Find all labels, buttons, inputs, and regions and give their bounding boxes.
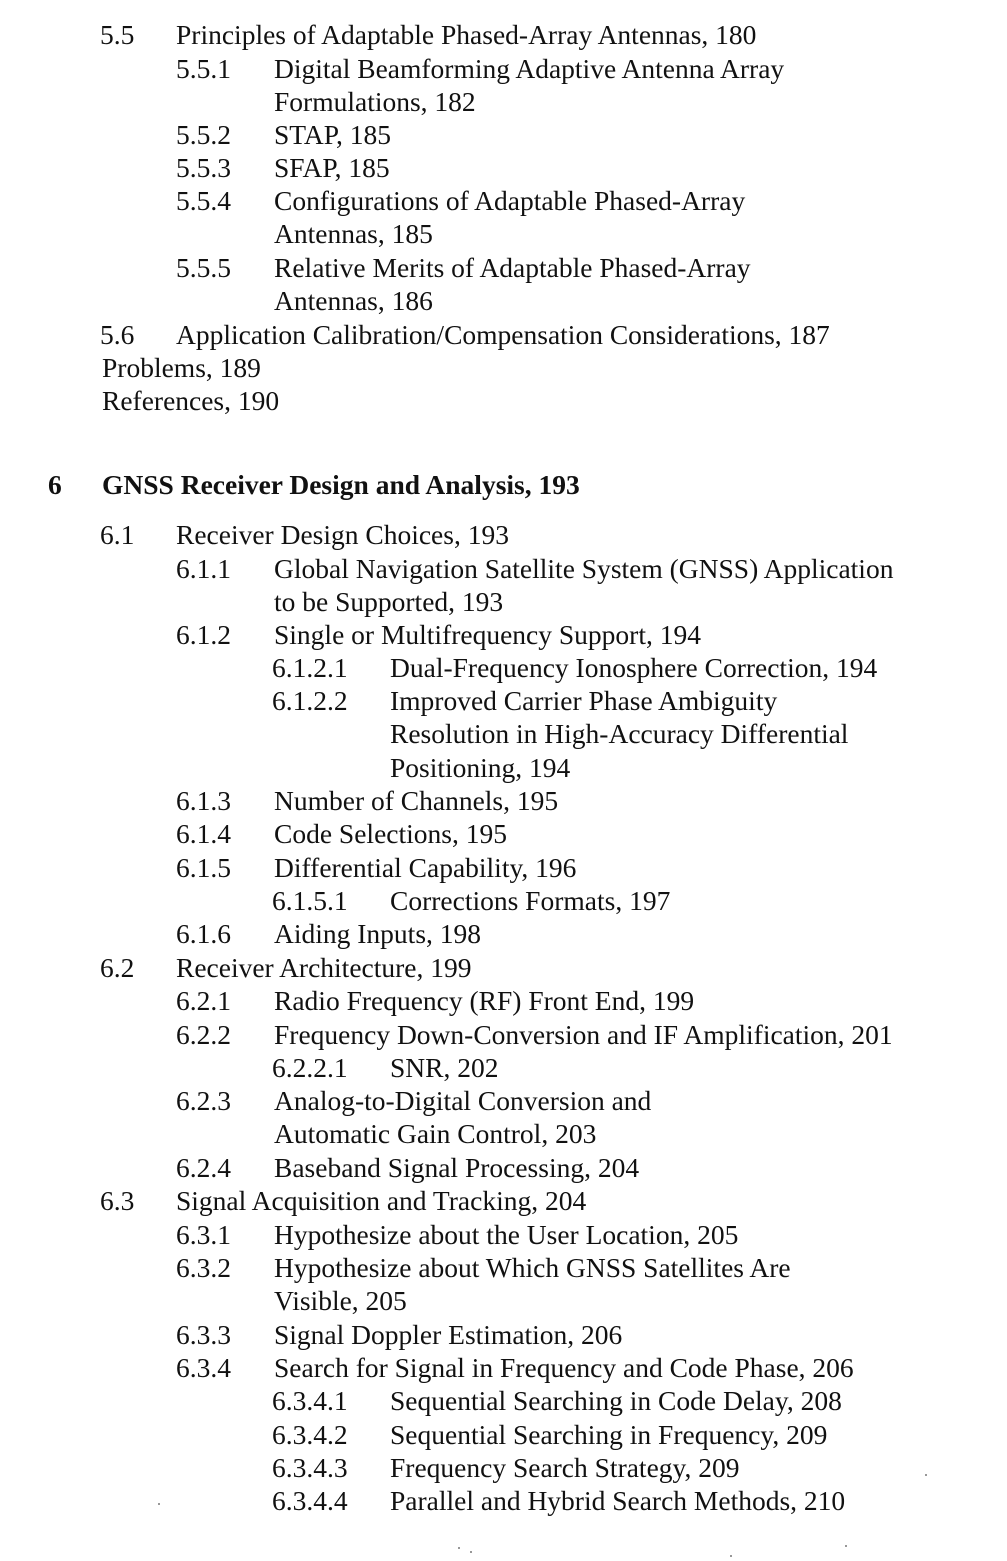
toc-entry — [0, 951, 1007, 984]
section-title: Antennas, 186 — [274, 285, 433, 317]
toc-entry — [0, 184, 1007, 251]
section-title: SNR, 202 — [390, 1052, 499, 1083]
toc-entry — [0, 1151, 1007, 1184]
chapter-heading — [0, 468, 1007, 501]
section-number: 5.5.3 — [176, 152, 231, 183]
toc-entry — [0, 52, 1007, 119]
section-title: Frequency Search Strategy, 209 — [390, 1452, 740, 1483]
section-number: 6.3 — [100, 1185, 135, 1216]
section-title: Improved Carrier Phase Ambiguity — [390, 685, 778, 716]
section-number: 6.3.4.3 — [272, 1452, 348, 1483]
toc-entry — [0, 1018, 1007, 1051]
section-number: 6.3.3 — [176, 1319, 231, 1350]
section-number: 6.2.2 — [176, 1019, 231, 1050]
section-number: 6.3.4.2 — [272, 1419, 348, 1450]
section-number: 6.3.4.4 — [272, 1485, 348, 1516]
section-number: 6.1.5 — [176, 852, 231, 883]
section-number: 6.2.2.1 — [272, 1052, 348, 1083]
toc-entry — [0, 851, 1007, 884]
section-title: Digital Beamforming Adaptive Antenna Array — [274, 53, 785, 84]
section-title: References, 190 — [102, 385, 280, 416]
section-title: Number of Channels, 195 — [274, 785, 559, 816]
section-number: 6 — [48, 469, 62, 500]
section-title: Code Selections, 195 — [274, 818, 507, 849]
scan-speck — [925, 1474, 927, 1476]
section-title: Sequential Searching in Code Delay, 208 — [390, 1385, 842, 1416]
section-number: 6.2.4 — [176, 1152, 231, 1183]
toc-entry — [0, 1184, 1007, 1217]
section-title: STAP, 185 — [274, 119, 391, 150]
toc-entry — [0, 1084, 1007, 1151]
section-title: Formulations, 182 — [274, 86, 476, 118]
section-number: 5.5.1 — [176, 53, 231, 84]
toc-entry — [0, 1451, 1007, 1484]
section-number: 6.3.4.1 — [272, 1385, 348, 1416]
toc-entry — [0, 817, 1007, 850]
section-number: 5.5.5 — [176, 252, 231, 283]
section-title: Radio Frequency (RF) Front End, 199 — [274, 985, 695, 1016]
toc-entry — [0, 552, 1007, 619]
toc-entry — [0, 984, 1007, 1017]
toc-entry — [0, 1351, 1007, 1384]
section-number: 6.1.4 — [176, 818, 231, 849]
section-title: Analog-to-Digital Conversion and — [274, 1085, 652, 1116]
section-number: 6.3.2 — [176, 1252, 231, 1283]
toc-entry — [0, 351, 1007, 384]
section-number: 5.6 — [100, 319, 135, 350]
section-number: 6.3.4 — [176, 1352, 231, 1383]
section-title: Sequential Searching in Frequency, 209 — [390, 1419, 828, 1450]
scan-speck — [470, 1551, 472, 1553]
section-number: 6.1.2.1 — [272, 652, 348, 683]
section-number: 6.1.5.1 — [272, 885, 348, 916]
section-number: 6.1 — [100, 519, 135, 550]
toc-entry — [0, 917, 1007, 950]
section-title: Problems, 189 — [102, 352, 261, 383]
toc-entry — [0, 884, 1007, 917]
section-title: Principles of Adaptable Phased-Array Antennas, 180 — [176, 19, 757, 50]
section-title: Receiver Design Choices, 193 — [176, 519, 509, 550]
toc-entry — [0, 518, 1007, 551]
section-title: Automatic Gain Control, 203 — [274, 1118, 597, 1150]
toc-entry — [0, 118, 1007, 151]
section-number: 6.2.1 — [176, 985, 231, 1016]
section-title: Signal Doppler Estimation, 206 — [274, 1319, 623, 1350]
toc-entry — [0, 784, 1007, 817]
section-number: 5.5 — [100, 19, 135, 50]
toc-entry — [0, 1384, 1007, 1417]
section-number: 6.1.1 — [176, 553, 231, 584]
scan-speck — [458, 1547, 460, 1549]
section-title: Single or Multifrequency Support, 194 — [274, 619, 701, 650]
toc-entry — [0, 18, 1007, 51]
toc-entry — [0, 318, 1007, 351]
toc-entry — [0, 1418, 1007, 1451]
section-title: Hypothesize about the User Location, 205 — [274, 1219, 739, 1250]
section-title: Positioning, 194 — [390, 751, 571, 783]
section-title: Receiver Architecture, 199 — [176, 952, 472, 983]
section-title: Dual-Frequency Ionosphere Correction, 194 — [390, 652, 878, 683]
section-title: Corrections Formats, 197 — [390, 885, 671, 916]
section-number: 6.1.6 — [176, 918, 231, 949]
toc-entry — [0, 618, 1007, 651]
section-number: 5.5.4 — [176, 185, 231, 216]
toc-entry — [0, 1484, 1007, 1517]
section-title: Differential Capability, 196 — [274, 852, 577, 883]
toc-entry — [0, 651, 1007, 684]
toc-entry — [0, 1251, 1007, 1318]
section-number: 6.1.3 — [176, 785, 231, 816]
toc-entry — [0, 384, 1007, 417]
section-title: Configurations of Adaptable Phased-Array — [274, 185, 746, 216]
section-number: 6.1.2 — [176, 619, 231, 650]
scan-speck — [730, 1555, 732, 1557]
section-title: Search for Signal in Frequency and Code Phase, 206 — [274, 1352, 854, 1383]
toc-entry — [0, 251, 1007, 318]
section-title: Aiding Inputs, 198 — [274, 918, 482, 949]
section-title: Signal Acquisition and Tracking, 204 — [176, 1185, 587, 1216]
section-title: Antennas, 185 — [274, 218, 433, 250]
toc-entry — [0, 151, 1007, 184]
section-title: SFAP, 185 — [274, 152, 390, 183]
toc-entry — [0, 1051, 1007, 1084]
scan-speck — [158, 1503, 160, 1505]
section-number: 6.3.1 — [176, 1219, 231, 1250]
section-number: 5.5.2 — [176, 119, 231, 150]
section-number: 6.2.3 — [176, 1085, 231, 1116]
section-number: 6.2 — [100, 952, 135, 983]
section-title: to be Supported, 193 — [274, 586, 504, 618]
section-title: Visible, 205 — [274, 1285, 407, 1317]
section-title: GNSS Receiver Design and Analysis, 193 — [102, 469, 580, 500]
section-title: Baseband Signal Processing, 204 — [274, 1152, 640, 1183]
section-title: Global Navigation Satellite System (GNSS) Application — [274, 553, 894, 584]
scan-speck — [845, 1545, 847, 1547]
toc-entry — [0, 1218, 1007, 1251]
section-number: 6.1.2.2 — [272, 685, 348, 716]
section-title: Resolution in High-Accuracy Differential — [390, 718, 849, 750]
section-title: Frequency Down-Conversion and IF Amplification, 201 — [274, 1019, 893, 1050]
toc-entry — [0, 1318, 1007, 1351]
section-title: Hypothesize about Which GNSS Satellites Are — [274, 1252, 791, 1283]
toc-entry — [0, 684, 1007, 784]
section-title: Parallel and Hybrid Search Methods, 210 — [390, 1485, 846, 1516]
section-title: Relative Merits of Adaptable Phased-Array — [274, 252, 751, 283]
section-title: Application Calibration/Compensation Considerations, 187 — [176, 319, 830, 350]
